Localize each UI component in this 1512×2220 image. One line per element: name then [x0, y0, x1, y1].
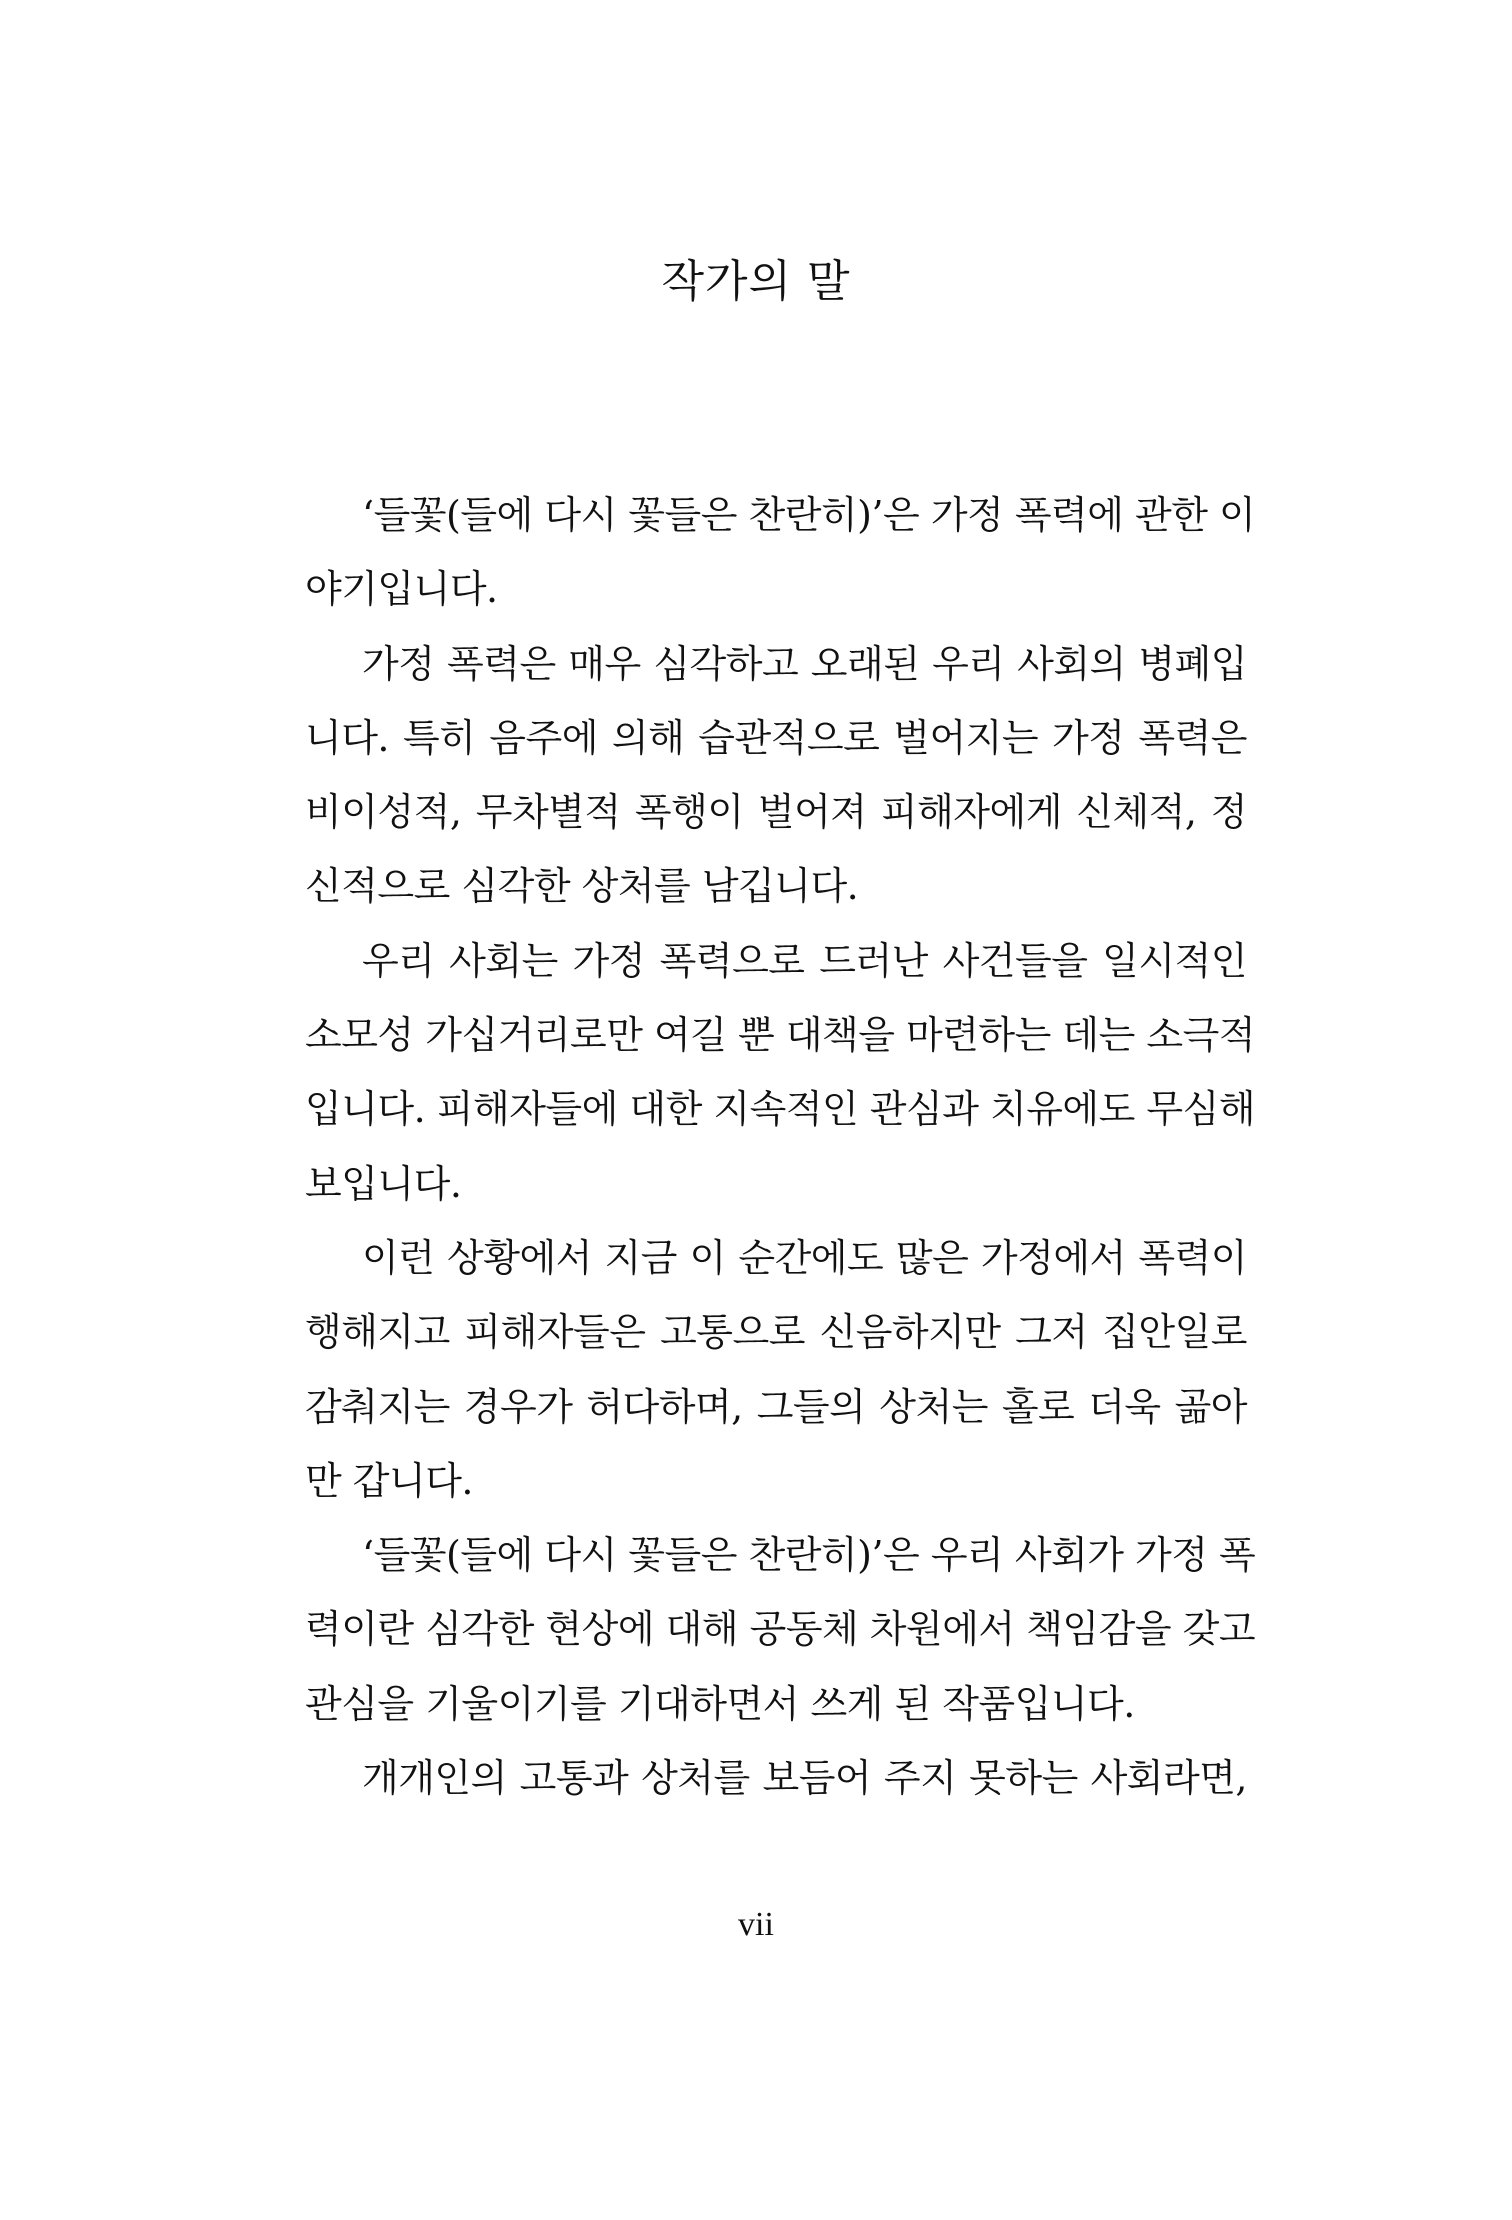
page-number: vii [738, 1906, 774, 1943]
text-line: 신적으로 심각한 상처를 남깁니다. [305, 864, 859, 909]
text-line: ‘들꽃(들에 다시 꽃들은 찬란히)’은 가정 폭력에 관한 이 [362, 493, 1256, 537]
text-line: ‘들꽃(들에 다시 꽃들은 찬란히)’은 우리 사회가 가정 폭 [362, 1533, 1256, 1578]
text-line: 야기입니다. [305, 567, 498, 612]
paragraph-4 [305, 1221, 1247, 1518]
paragraph-6 [305, 1741, 1247, 1815]
text-line: 보입니다. [305, 1161, 462, 1206]
text-line: 개개인의 고통과 상처를 보듬어 주지 못하는 사회라면, [362, 1756, 1247, 1801]
text-line: 관심을 기울이기를 기대하면서 쓰게 된 작품입니다. [305, 1681, 1135, 1726]
text-line: 니다. 특히 음주에 의해 습관적으로 벌어지는 가정 폭력은 [305, 715, 1247, 760]
page-title: 작가의 말 [661, 256, 851, 307]
text-line: 만 갑니다. [305, 1458, 473, 1503]
text-line: 이런 상황에서 지금 이 순간에도 많은 가정에서 폭력이 [362, 1235, 1247, 1280]
paragraph-3 [305, 924, 1256, 1221]
text-line: 감춰지는 경우가 허다하며, 그들의 상처는 홀로 더욱 곪아 [305, 1384, 1247, 1429]
paragraph-5 [305, 1518, 1256, 1741]
text-line: 가정 폭력은 매우 심각하고 오래된 우리 사회의 병폐입 [362, 641, 1247, 686]
paragraph-1 [305, 478, 1256, 627]
paragraph-2 [305, 627, 1247, 924]
text-line: 입니다. 피해자들에 대한 지속적인 관심과 치유에도 무심해 [305, 1087, 1256, 1132]
text-line: 행해지고 피해자들은 고통으로 신음하지만 그저 집안일로 [305, 1310, 1247, 1355]
text-line: 소모성 가십거리로만 여길 뿐 대책을 마련하는 데는 소극적 [305, 1013, 1256, 1058]
text-line: 비이성적, 무차별적 폭행이 벌어져 피해자에게 신체적, 정 [305, 790, 1247, 835]
text-line: 우리 사회는 가정 폭력으로 드러난 사건들을 일시적인 [362, 938, 1247, 983]
body-text [305, 478, 1256, 1815]
text-line: 력이란 심각한 현상에 대해 공동체 차원에서 책임감을 갖고 [305, 1607, 1256, 1652]
